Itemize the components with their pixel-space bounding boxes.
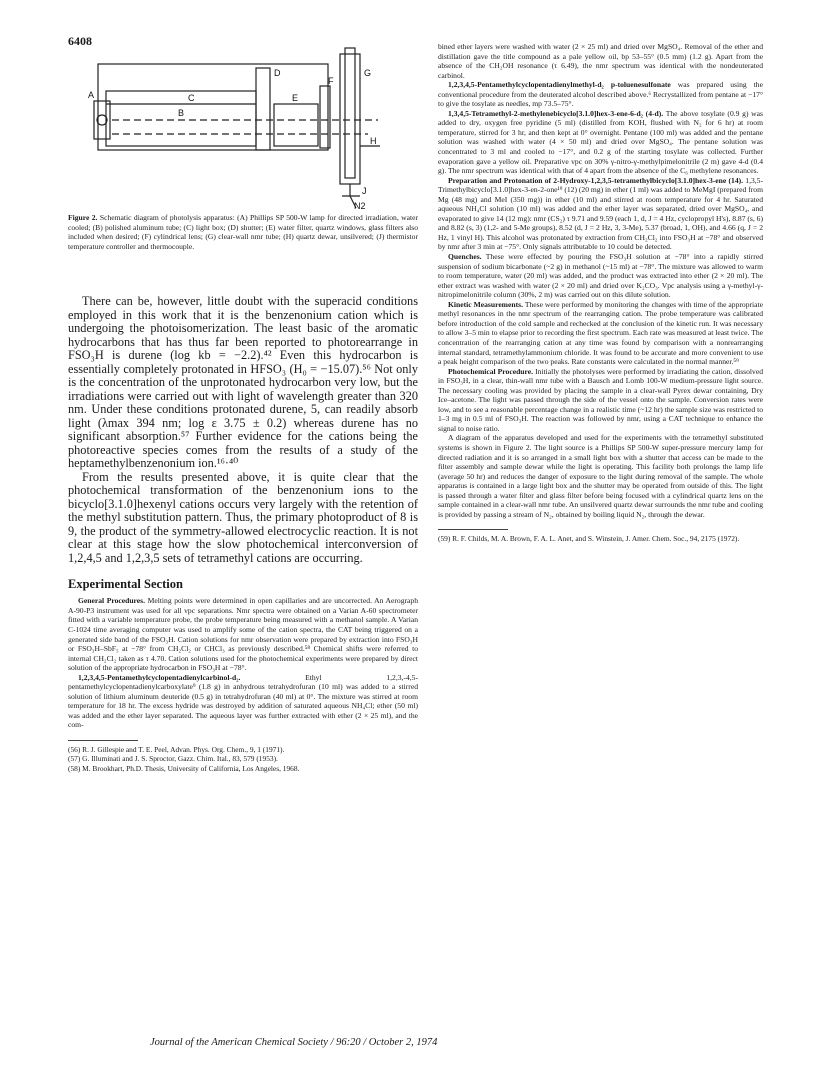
- paragraph-text: was prepared using the conventional procedure from the deuterated alcohol described above.⁶ Recrystallized from pentane at −17° to give the tosylate as needles, mp 73.5–75°.: [438, 80, 763, 109]
- footnote-divider: [438, 529, 508, 530]
- continued-paragraph: bined ether layers were washed with water (2 × 25 ml) and dried over MgSO₄. Removal of the ether and distillation gave the title compound as a pale yellow oil, bp 53–55° (0.5 mm) (1.2 g). Apart from the absence of the CH₂OH resonance (τ 6.49), the nmr spectrum was identical with the nondeuterated carbinol.: [438, 42, 763, 80]
- left-column: [68, 42, 418, 773]
- label-H: H: [370, 136, 377, 146]
- experimental-paragraph: [438, 367, 763, 434]
- paragraph-heading: Kinetic Measurements.: [448, 299, 523, 309]
- paragraph-heading: Preparation and Protonation of 2-Hydroxy-1,2,3,5-tetramethylbicyclo[3.1.0]hex-3-ene (14).: [448, 175, 744, 185]
- outer-box: [98, 64, 328, 150]
- footnote: (56) R. J. Gillespie and T. E. Peel, Advan. Phys. Org. Chem., 9, 1 (1971).: [68, 745, 285, 755]
- light-box: [106, 91, 256, 146]
- experimental-paragraph: [438, 252, 763, 300]
- paragraph-text: Ethyl 1,2,3,-4,5-pentamethylcyclopentadienylcarboxylate⁹ (1.8 g) in anhydrous tetrahydrofuran (10 ml) was added to a stirred solution of lithium aluminum deuteride (0.5 g) in tetrahydrofuran (40 ml) at 0°. The mixture was stirred at room temperature for 18 hr. The excess hydride was destroyed by addition of saturated aqueous NH₄Cl; ether (50 ml) was added and the ether layer separated. The aqueous layer was further extracted with ether (2 × 25 ml), and the com-: [68, 672, 418, 730]
- experimental-paragraph: [438, 176, 763, 252]
- paragraph-heading: Photochemical Procedure.: [448, 366, 534, 376]
- paragraph-text: Melting points were determined in open capillaries and are uncorrected. An Aerograph A-90-P3 instrument was used for all vpc separations. Nmr spectra were obtained on a Varian A-60 spectrometer fitted with a variable temperature probe, the probe temperature being measured with a methanol sample. A Varian C-1024 time averaging computer was used to amplify some of the cation spectra, the CAT being triggered on a generated side band of the FSO₃H. Cation solutions for nmr observation were prepared by extraction into FSO₃H or FSO₃H–SbF₅ at −78° from CH₂Cl₂ or CHCl₃ as previously described.⁵⁸ Chemical shifts were referred to internal CH₂Cl₂ taken as τ 4.70. Cation solutions used for the photochemical experiments were prepared by direct solution of the appropriate hydrocarbon in FSO₃H at −78°.: [68, 596, 418, 673]
- caption-text: Schematic diagram of photolysis apparatus: (A) Phillips SP 500-W lamp for directed irradiation, water cooled; (B) polished aluminum tube; (C) light box; (D) shutter; (E) water filter, quartz windows, glass filters also included when desired; (F) cylindrical lens; (G) clear-wall nmr tube; (H) quartz dewar, unsilvered; (J) thermistor temperature controller and thermocouple.: [68, 213, 418, 251]
- paragraph-text: These were performed by monitoring the changes with time of the appropriate methyl resonances in the nmr spectrum of the rearranging cation. The probe temperature was calibrated before introduction of the cold sample and rechecked at the conclusion of the kinetic run. It was necessary to allow 3–5 min to elapse prior to recording the first spectrum. Each rate was measured at least twice. The concentration of the rearranging cation at any time was found by comparison with a nonrearranging internal standard, tetramethylammonium chloride. It was found to be accurate and more convenient to use a peak height comparison of the two peaks. Rate constants were calculated in the normal manner.⁵⁹: [438, 299, 764, 367]
- footnote-divider: [68, 740, 138, 741]
- experimental-paragraph: [438, 109, 763, 176]
- shutter: [256, 68, 270, 150]
- label-N2: N2: [354, 201, 366, 211]
- paragraph-text: 1,3,5-Trimethylbicyclo[3.1.0]hex-3-en-2-one¹⁹ (12) (20 mg) in ether (1 ml) was added to MeMgI (prepared from Mg (48 mg) and MeI (350 mg)) in ether (10 ml) and stirred at room temperature for 4 hr. Saturated aqueous NH₄Cl solution (10 ml) was added and the ether layer was separated, dried over MgSO₄, and evaporated to give 14 (12 mg): nmr (CS₂) τ 9.71 and 9.59 (each 1, d, J = 4 Hz, cyclopropyl H's), 8.87 (s, 6) and 8.82 (s, 3) (1,2- and 5-Me groups), 8.52 (d, J = 2 Hz, 3, 3-Me), 5.37 (broad, 1, OH), and 4.66 (q, J = 2 Hz, 1 vinyl H). This alcohol was protonated by extraction from CH₂Cl₂ into FSO₃H at −78° and observed by nmr after 3 min at −75°. Only signals attributable to 10 could be detected.: [438, 175, 763, 252]
- body-paragraph: There can be, however, little doubt with the superacid conditions employed in this work that it is the benzenonium cation which is undergoing the photoisomerization. The least basic of the aromatic hydrocarbons that has thus far been reported to photorearrange in FSO₃H is durene (log kb = −2.2).⁴² Even this hydrocarbon is essentially completely protonated in HFSO₃ (H₀ = −15.07).⁵⁶ Not only is the concentration of the unprotonated hydrocarbon very low, but the irradiations were carried out with light of wavelength greater than 320 nm. Under these conditions protonated durene, 5, can readily absorb light (λmax 394 nm; log ε 3.75 ± 0.2) whereas durene has no significant absorption.⁵⁷ Further evidence for the cations being the photoreactive species comes from the results of a study of the heptamethylbenzenonium ion.¹⁶·⁴⁰: [68, 294, 418, 471]
- page-number: 6408: [68, 34, 92, 48]
- paragraph-heading: Quenches.: [448, 252, 482, 262]
- experimental-paragraph: [438, 80, 763, 109]
- label-C: C: [188, 93, 195, 103]
- section-heading: Experimental Section: [68, 577, 183, 592]
- paragraph-heading: 1,2,3,4,5-Pentamethylcyclopentadienylcarbinol-d₂.: [78, 672, 241, 682]
- paragraph-heading: 1,2,3,4,5-Pentamethylcyclopentadienylmethyl-d₂ p-toluenesulfonate: [448, 80, 671, 90]
- caption-label: Figure 2.: [68, 213, 98, 222]
- paragraph-heading: General Procedures.: [78, 596, 146, 606]
- dewar: [340, 54, 360, 184]
- label-E: E: [292, 93, 299, 103]
- label-J: J: [362, 186, 367, 196]
- experimental-paragraph: A diagram of the apparatus developed and used for the experiments with the tetramethyl substituted systems is shown in Figure 2. The light source is a Phillips SP 500-W super-pressure mercury lamp for directed radiation and it is so arranged in a small light box with a shutter that access can be made to the filter assembly and sample dewar while the light is operating. This facility both prolongs the lamp life (average 50 hr) and reduces the danger of exposure to the light during removal of the sample. The whole apparatus is contained in a large light box and the shutter may be operated from outside of this. The light is passed through a water filter and glass filter before being focused with a cylindrical quartz lens on the sample contained in a clear-wall nmr tube. An unsilvered quartz dewar surrounds the nmr tube and cooling is provided by passing a stream of N₂, obtained by boiling liquid N₂, through the dewar.: [438, 433, 763, 519]
- paragraph-text: Initially the photolyses were performed by irradiating the cation, dissolved in FSO₃H, in a clear, thin-wall nmr tube with a Bausch and Lomb 100-W medium-pressure light source. The necessary cooling was provided by placing the sample in a clear-wall Pyrex dewar containing, Dry Ice–acetone. The light was passed through the side of the vessel onto the sample. Conversion rates were low, and to see a reasonable percentage change in a realistic time (~12 hr) the sample size was restricted to 1–3 mg in 0.5 ml of FSO₃H. The reaction was followed by nmr, using a CAT technique to enhance the signal to noise ratio.: [438, 366, 763, 433]
- water-filter: [274, 104, 318, 146]
- label-B: B: [178, 108, 185, 118]
- experimental-paragraph: [68, 596, 418, 672]
- paragraph-text: The above tosylate (0.9 g) was added to dry, oxygen free pyridine (5 ml) (distilled from KOH, flushed with N₂ for 6 hr) at room temperature, stirred for 3 hr, and then kept at 0° overnight. Pentane (100 ml) was added and the pentane solution was washed with water (4 × 50 ml) and dried over MgSO₄. The pentane solution was concentrated to 3 ml and cooled to −17°, and 0.2 g of the starting tosylate was collected. Further evaporation gave a yellow oil. Preparative vpc on 30% γ-nitro-γ-methylpimelonitrile (2 m) gave 4-d (0.4 g). The nmr spectrum was identical with that of 4 apart from the absence of the C₆ methylene resonances.: [438, 108, 763, 176]
- label-G: G: [364, 68, 372, 78]
- experimental-paragraph: [68, 673, 418, 730]
- figure-caption: [68, 213, 418, 251]
- experimental-paragraph: [438, 300, 763, 367]
- apparatus-diagram: [88, 46, 388, 211]
- body-paragraph: From the results presented above, it is quite clear that the photochemical transformation of the benzenonium ions to the bicyclo[3.1.0]hexenyl cations occurs very largely with the retention of the methyl substitution pattern. Thus, the primary photoproduct of 8 is 9, the product of the symmetry-allowed electrocyclic reaction. It is not clear at this stage how the slow photochemical interconversion of 1,2,4,5 and 1,2,3,5 sets of tetramethyl cations are occurring.: [68, 469, 418, 565]
- nmr-tube: [345, 48, 355, 178]
- right-column: [438, 42, 763, 544]
- paragraph-text: These were effected by pouring the FSO₃H solution at −78° into a rapidly stirred suspension of sodium bicarbonate (~2 g) in methanol (~15 ml) at −78°. The mixture was allowed to warm to room temperature, water (20 ml) was added, and the product was extracted into ether (2 × 20 ml). The ether extract was washed with water (2 × 20 ml) and dried over K₂CO₃. Vpc analysis using a γ-methyl-γ-nitropimelonitrile column (30%, 2 m) was carried out on this dilute solution.: [438, 252, 764, 300]
- footnote: (57) G. Illuminati and J. S. Sproctor, Gazz. Chim. Ital., 83, 579 (1953).: [68, 754, 278, 764]
- label-F: F: [328, 76, 334, 86]
- journal-footer: Journal of the American Chemical Society / 96:20 / October 2, 1974: [150, 1037, 438, 1048]
- paragraph-heading: 1,3,4,5-Tetramethyl-2-methylenebicyclo[3.1.0]hex-3-ene-6-d₂ (4-d).: [448, 108, 664, 118]
- label-D: D: [274, 68, 281, 78]
- label-A: A: [88, 90, 95, 100]
- footnote: (59) R. F. Childs, M. A. Brown, F. A. L. Anet, and S. Winstein, J. Amer. Chem. Soc., 94, 2175 (1972).: [438, 534, 740, 544]
- footnote: (58) M. Brookhart, Ph.D. Thesis, University of California, Los Angeles, 1968.: [68, 763, 300, 773]
